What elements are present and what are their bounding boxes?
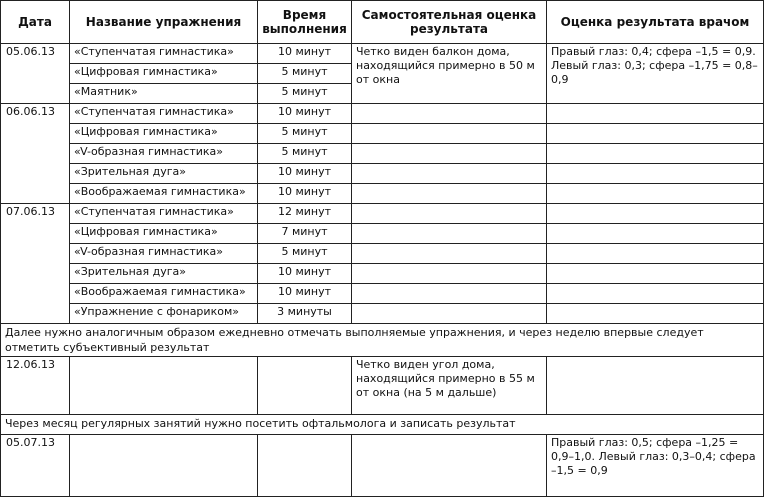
self-assessment-cell: Четко виден балкон дома, находящийся примерно в 50 м от окна [352,44,547,104]
note-row [1,415,764,435]
exercise-name: «Ступенчатая гимнастика» [70,204,258,224]
date-cell: 05.06.13 [1,44,70,104]
doctor-assessment-cell [547,304,764,324]
exercise-time: 10 минут [258,184,352,204]
exercise-name: «Зрительная дуга» [70,264,258,284]
doctor-assessment-cell [547,104,764,124]
instruction-note: Далее нужно аналогичным образом ежедневно отмечать выполняемые упражнения, и через неделю впервые следует отметить субъективный результат [1,324,764,357]
exercise-name: «Упражнение с фонариком» [70,304,258,324]
exercise-time: 10 минут [258,284,352,304]
table-row [1,435,764,497]
exercise-time: 12 минут [258,204,352,224]
table-row [1,44,764,64]
self-assessment-cell [352,144,547,164]
table-row [1,284,764,304]
table-row [1,144,764,164]
exercise-name [70,357,258,415]
exercise-time: 10 минут [258,264,352,284]
table-row [1,184,764,204]
exercise-name: «Цифровая гимнастика» [70,64,258,84]
doctor-assessment-cell [547,244,764,264]
exercise-name: «Воображаемая гимнастика» [70,184,258,204]
table-row [1,304,764,324]
exercise-time: 10 минут [258,44,352,64]
exercise-name: «Ступенчатая гимнастика» [70,104,258,124]
self-assessment-cell [352,435,547,497]
exercise-name: «Зрительная дуга» [70,164,258,184]
date-cell: 12.06.13 [1,357,70,415]
exercise-name: «V-образная гимнастика» [70,244,258,264]
date-cell: 06.06.13 [1,104,70,204]
instruction-note: Через месяц регулярных занятий нужно посетить офтальмолога и записать результат [1,415,764,435]
doctor-assessment-cell [547,264,764,284]
table-row [1,244,764,264]
table-row [1,357,764,415]
doctor-assessment-cell: Правый глаз: 0,4; сфера –1,5 = 0,9. Левый глаз: 0,3; сфера –1,75 = 0,8–0,9 [547,44,764,104]
table-row [1,224,764,244]
self-assessment-cell [352,224,547,244]
doctor-assessment-cell [547,224,764,244]
table-row [1,204,764,224]
exercise-name: «V-образная гимнастика» [70,144,258,164]
doctor-assessment-cell [547,357,764,415]
table-row [1,104,764,124]
exercise-name: «Воображаемая гимнастика» [70,284,258,304]
header-doctor-assessment: Оценка результата врачом [547,1,764,44]
table-row [1,264,764,284]
exercise-time: 10 минут [258,164,352,184]
self-assessment-cell [352,104,547,124]
doctor-assessment-cell [547,204,764,224]
exercise-time [258,435,352,497]
exercise-time: 3 минуты [258,304,352,324]
self-assessment-cell [352,284,547,304]
exercise-time: 5 минут [258,244,352,264]
self-assessment-cell [352,264,547,284]
doctor-assessment-cell [547,164,764,184]
header-row [1,1,764,44]
header-time: Время выполнения [258,1,352,44]
date-cell: 07.06.13 [1,204,70,324]
doctor-assessment-cell: Правый глаз: 0,5; сфера –1,25 = 0,9–1,0. Левый глаз: 0,3–0,4; сфера –1,5 = 0,9 [547,435,764,497]
table-row [1,164,764,184]
exercise-time: 5 минут [258,124,352,144]
self-assessment-cell [352,244,547,264]
exercise-time [258,357,352,415]
note-row [1,324,764,357]
header-exercise: Название упражнения [70,1,258,44]
table-row [1,124,764,144]
self-assessment-cell [352,184,547,204]
exercise-time: 5 минут [258,84,352,104]
self-assessment-cell: Четко виден угол дома, находящийся примерно в 55 м от окна (на 5 м дальше) [352,357,547,415]
exercise-name: «Ступенчатая гимнастика» [70,44,258,64]
header-self-assessment: Самостоятельная оценка результата [352,1,547,44]
header-date: Дата [1,1,70,44]
doctor-assessment-cell [547,184,764,204]
exercise-time: 5 минут [258,64,352,84]
self-assessment-cell [352,164,547,184]
self-assessment-cell [352,204,547,224]
exercise-name: «Цифровая гимнастика» [70,124,258,144]
self-assessment-cell [352,124,547,144]
exercise-name [70,435,258,497]
self-assessment-cell [352,304,547,324]
exercise-time: 5 минут [258,144,352,164]
exercise-name: «Цифровая гимнастика» [70,224,258,244]
doctor-assessment-cell [547,284,764,304]
date-cell: 05.07.13 [1,435,70,497]
exercise-time: 10 минут [258,104,352,124]
doctor-assessment-cell [547,124,764,144]
exercise-name: «Маятник» [70,84,258,104]
exercise-time: 7 минут [258,224,352,244]
doctor-assessment-cell [547,144,764,164]
